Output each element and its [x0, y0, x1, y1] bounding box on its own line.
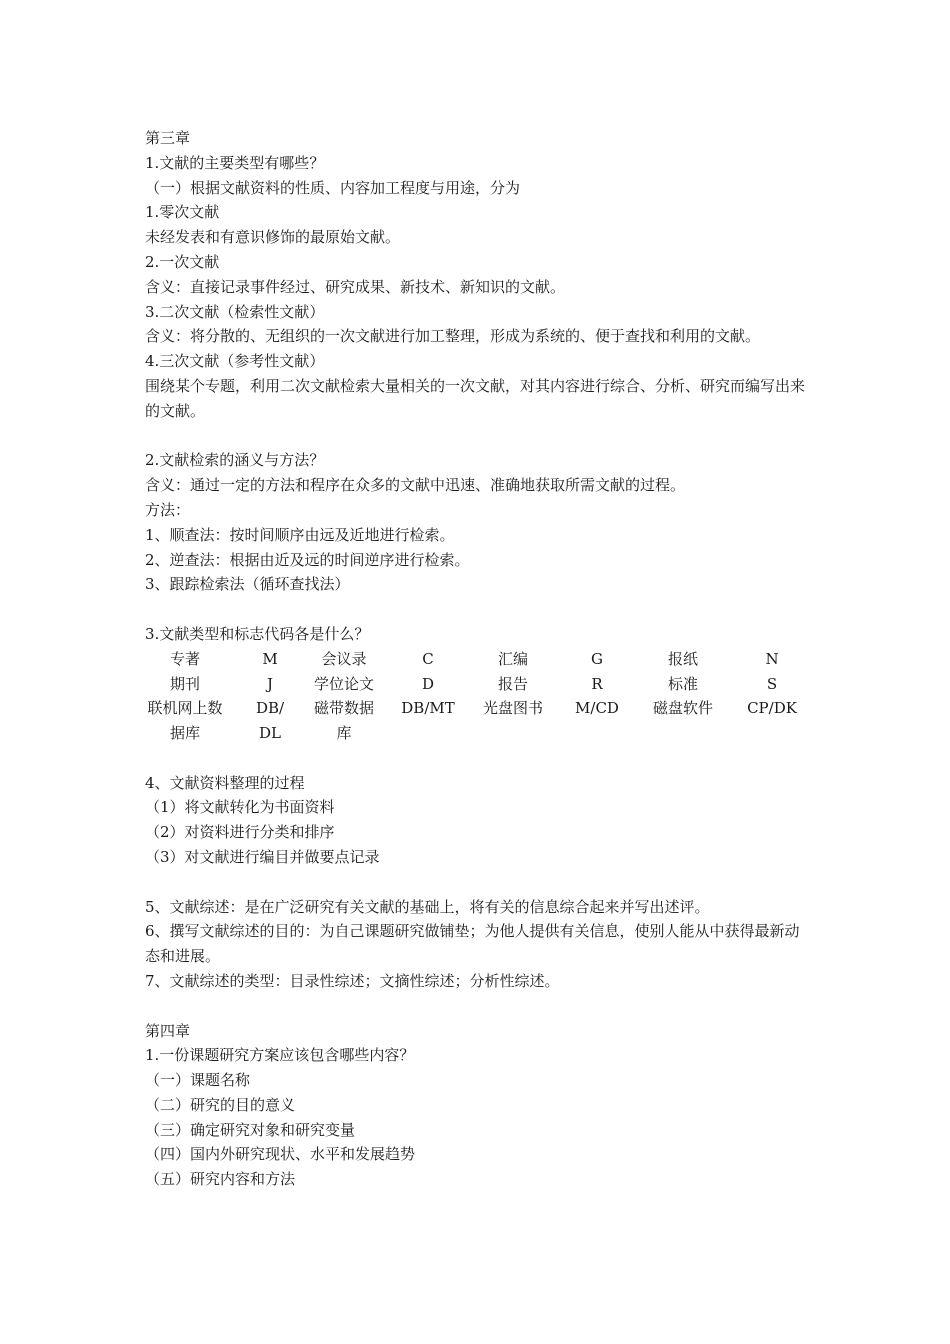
- table-cell: J: [266, 674, 274, 693]
- table-cell: CP/DK: [747, 699, 797, 718]
- question-heading: 4、文献资料整理的过程: [145, 773, 305, 792]
- table-cell: 报纸: [667, 649, 699, 668]
- chapter-title-3: 第三章: [145, 129, 191, 147]
- paragraph: 5、文献综述：是在广泛研究有关文献的基础上，将有关的信息综合起来并写出述评。: [145, 897, 710, 916]
- paragraph: （一）课题名称: [145, 1071, 251, 1090]
- paragraph: 方法：: [145, 500, 191, 519]
- paragraph: （三）确定研究对象和研究变量: [145, 1120, 356, 1139]
- table-cell: 光盘图书: [482, 699, 544, 718]
- table-cell: M/CD: [575, 699, 619, 718]
- table-cell: C: [422, 649, 434, 668]
- table-cell: 报告: [497, 674, 529, 693]
- paragraph: 1.零次文献: [145, 203, 220, 222]
- paragraph: （3）对文献进行编目并做要点记录: [145, 847, 380, 866]
- paragraph: （二）研究的目的意义: [145, 1095, 296, 1114]
- paragraph: 4.三次文献（参考性文献）: [145, 352, 325, 371]
- table-cell: DL: [259, 724, 281, 743]
- table-cell: N: [765, 649, 779, 668]
- table-cell: 汇编: [497, 649, 529, 668]
- question-heading: 3.文献类型和标志代码各是什么？: [145, 624, 370, 643]
- table-cell: 学位论文: [313, 674, 375, 693]
- table-cell: 标准: [667, 674, 699, 693]
- paragraph: 3.二次文献（检索性文献）: [145, 302, 325, 321]
- question-heading: 2.文献检索的涵义与方法？: [145, 451, 325, 470]
- table-cell: 库: [336, 724, 352, 743]
- paragraph: 1、顺查法：按时间顺序由远及近地进行检索。: [145, 525, 455, 544]
- table-cell: 联机网上数: [147, 699, 223, 718]
- paragraph: 2.一次文献: [145, 252, 220, 271]
- table-cell: DB/: [255, 699, 285, 718]
- question-heading: 1.文献的主要类型有哪些？: [145, 153, 325, 172]
- paragraph: （四）国内外研究现状、水平和发展趋势: [145, 1145, 416, 1164]
- paragraph: 3、跟踪检索法（循环查找法）: [145, 575, 350, 594]
- table-cell: S: [766, 674, 778, 693]
- paragraph: （2）对资料进行分类和排序: [145, 823, 335, 842]
- paragraph: （1）将文献转化为书面资料: [145, 798, 335, 817]
- paragraph: 含义：将分散的、无组织的一次文献进行加工整理，形成为系统的、便于查找和利用的文献。: [145, 327, 761, 346]
- literature-type-code-table: [145, 647, 810, 746]
- table-cell: 会议录: [321, 649, 367, 668]
- table-cell: M: [262, 649, 278, 668]
- table-cell: R: [591, 674, 603, 693]
- table-cell: D: [421, 674, 435, 693]
- paragraph: 2、逆查法：根据由近及远的时间逆序进行检索。: [145, 550, 470, 569]
- question-heading: 1.一份课题研究方案应该包含哪些内容？: [145, 1046, 415, 1065]
- table-cell: G: [591, 649, 603, 668]
- table-cell: 据库: [169, 724, 201, 743]
- table-cell: 磁带数据: [313, 699, 375, 718]
- document-content: [145, 126, 810, 1192]
- table-cell: DB/MT: [401, 699, 455, 718]
- paragraph: 含义：直接记录事件经过、研究成果、新技术、新知识的文献。: [145, 277, 566, 296]
- paragraph: 未经发表和有意识修饰的最原始文献。: [145, 228, 401, 247]
- paragraph: （一）根据文献资料的性质、内容加工程度与用途，分为: [145, 178, 521, 197]
- paragraph: 含义：通过一定的方法和程序在众多的文献中迅速、准确地获取所需文献的过程。: [145, 476, 686, 495]
- table-cell: 期刊: [169, 674, 201, 693]
- chapter-title-4: 第四章: [145, 1021, 191, 1040]
- table-cell: 磁盘软件: [652, 699, 714, 718]
- paragraph: 7、文献综述的类型：目录性综述；文摘性综述；分析性综述。: [145, 971, 560, 990]
- paragraph: 围绕某个专题，利用二次文献检索大量相关的一次文献，对其内容进行综合、分析、研究而编写出来的文献。: [145, 376, 806, 420]
- table-cell: 专著: [169, 649, 201, 668]
- paragraph: 6、撰写文献综述的目的：为自己课题研究做铺垫；为他人提供有关信息，使别人能从中获得最新动态和进展。: [145, 922, 800, 966]
- paragraph: （五）研究内容和方法: [145, 1170, 296, 1189]
